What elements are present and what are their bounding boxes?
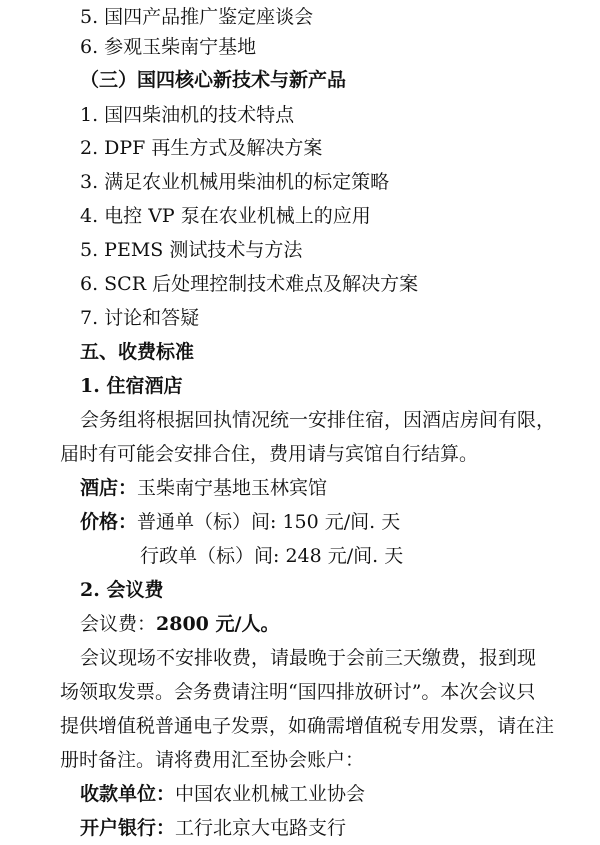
schedule-item-5: 5. 国四产品推广鉴定座谈会	[80, 6, 314, 28]
subheading-hotel: 1. 住宿酒店	[80, 375, 183, 397]
subheading-meeting-fee: 2. 会议费	[80, 579, 164, 601]
payee-value: 中国农业机械工业协会	[175, 783, 366, 805]
topic-item-7: 7. 讨论和答疑	[80, 307, 200, 329]
topic-item-2: 2. DPF 再生方式及解决方案	[80, 137, 323, 159]
hotel-label: 酒店：	[80, 477, 138, 499]
meeting-fee-label: 会议费：	[80, 613, 157, 635]
payee-line	[0, 777, 600, 811]
hotel-line	[0, 471, 600, 505]
paragraph-payment-line-3: 提供增值税普通电子发票，如确需增值税专用发票，请在注	[60, 715, 555, 737]
section-heading-3: （三）国四核心新技术与新产品	[80, 69, 347, 91]
paragraph-lodging-line-1: 会务组将根据回执情况统一安排住宿，因酒店房间有限，	[80, 409, 556, 431]
payee-label: 收款单位：	[80, 783, 176, 805]
bank-line	[0, 811, 600, 845]
topic-item-5: 5. PEMS 测试技术与方法	[80, 239, 303, 261]
paragraph-lodging-line-2: 届时有可能会安排合住，费用请与宾馆自行结算。	[60, 443, 479, 465]
meeting-fee-line	[0, 607, 600, 641]
price-standard-value: 普通单（标）间: 150 元/间. 天	[137, 511, 401, 533]
topic-item-6: 6. SCR 后处理控制技术难点及解决方案	[80, 273, 419, 295]
price-executive-value: 行政单（标）间: 248 元/间. 天	[140, 545, 404, 567]
paragraph-payment-line-1: 会议现场不安排收费，请最晚于会前三天缴费，报到现	[80, 647, 537, 669]
paragraph-payment-line-2: 场领取发票。会务费请注明“国四排放研讨”。本次会议只	[60, 681, 536, 703]
topic-item-3: 3. 满足农业机械用柴油机的标定策略	[80, 171, 390, 193]
price-label: 价格：	[80, 511, 138, 533]
bank-value: 工行北京大屯路支行	[175, 817, 347, 839]
paragraph-payment-line-4: 册时备注。请将费用汇至协会账户：	[60, 749, 365, 771]
section-heading-fees: 五、收费标准	[80, 341, 195, 363]
topic-item-4: 4. 电控 VP 泵在农业机械上的应用	[80, 205, 371, 227]
hotel-value: 玉柴南宁基地玉林宾馆	[137, 477, 328, 499]
price-line	[0, 505, 600, 539]
bank-label: 开户银行：	[80, 817, 176, 839]
meeting-fee-amount: 2800 元/人。	[156, 613, 280, 635]
topic-item-1: 1. 国四柴油机的技术特点	[80, 104, 295, 126]
schedule-item-6: 6. 参观玉柴南宁基地	[80, 36, 257, 58]
